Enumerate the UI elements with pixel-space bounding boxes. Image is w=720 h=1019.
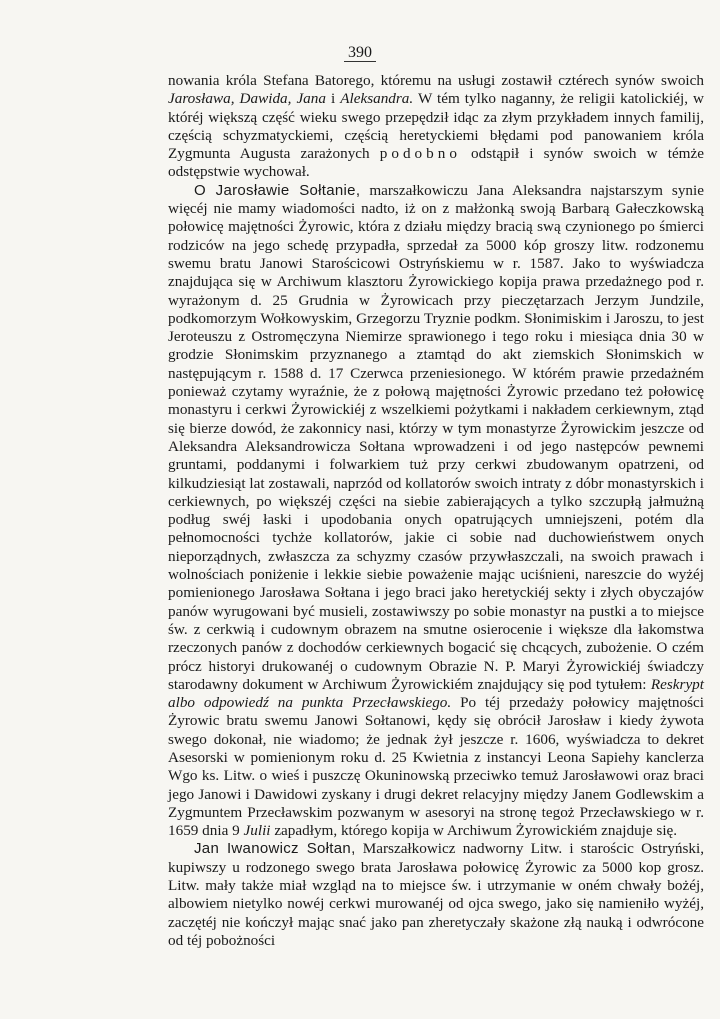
paragraph-1: nowania króla Stefana Batorego, któremu na usługi zostawił cztérech synów swoich Jarosława, Dawida, Jana i Aleksandra. W tém tylko naganny, że religii katolickiéj, w któréj większą część wieku swego przepędził idąc za złym przykładem innych familij, częścią schyzmatyckiemi, częścią heretyckiemi błędami pod panowaniem króla Zygmunta Augusta zarażonych podobno odstąpił i synów swoich w témże odstępstwie wychował. bbox=[168, 72, 704, 181]
sons-names: Jarosława, Dawida, Jana bbox=[168, 90, 326, 108]
page-number: 390 bbox=[0, 44, 720, 62]
son-name-aleksandra: Aleksandra. bbox=[340, 90, 414, 108]
section-heading-jan: Jan Iwanowicz Sołtan, bbox=[194, 840, 356, 858]
page-text bbox=[168, 72, 704, 950]
month-julii: Julii bbox=[243, 822, 271, 840]
section-heading-jaroslaw: O Jarosławie Sołtanie, bbox=[194, 181, 361, 199]
paragraph-3: Jan Iwanowicz Sołtan, Marszałkowicz nadworny Litw. i starościc Ostryński, kupiwszy u rodzonego swego brata Jarosława połowicę Żyrowic za 5000 kop grosz. Litw. mały także miał wzgląd na to miejsce św. i utrzymanie w oném chwały bożéj, albowiem nietylko nowéj cerkwi murowanéj od ojca swego, jako się namieniło wyżéj, zaczętéj nie kończył mając snać jako pan zheretyczały skażone złą nauką i odwrócone od téj pobożności bbox=[168, 840, 704, 949]
paragraph-2: O Jarosławie Sołtanie, marszałkowiczu Jana Aleksandra najstarszym synie więcéj nie mamy wiadomości nadto, iż on z małżonką swoją Barbarą Gałeczkowską połowicę majętności Żyrowic, która z działu między bracią swą czynionego po śmierci rodziców na jego schedę przypadła, sprzedał za 5000 kóp groszy litw. rodzonemu swemu bratu Janowi Starościcowi Ostryńskiemu w r. 1587. Jako to wyświadcza znajdująca się w Archiwum klasztoru Żyrowickiego kopija prawa przedażnego pod r. wyrażonym d. 25 Grudnia w Żyrowicach przy pieczętarzach Jerzym Jundzile, podkomorzym Wołkowyskim, Grzegorzu Tryznie podkm. Słonimiskim i Jaroszu, to jest Jeroteuszu z Ostromęczyna Niemirze sprawionego i tego roku i miesiąca dnia 30 w grodzie Słonimskim przyznanego a ztamtąd do akt ziemskich Słonimskich w następującym r. 1588 d. 17 Czerwca przeniesionego. W którém prawie przedażném ponieważ czytamy wyraźnie, że z połową majętności Żyrowic przedano też połowicę monastyru i cerkwi Żyrowickiéj z wszelkiemi pożytkami i nakładem cerkiewnym, ztąd się bierze dowód, że zakonnicy nasi, którzy w tym monastyrze Żyrowickim jeszcze od Aleksandra Aleksandrowicza Sołtana wprowadzeni i od jego następców pewnemi gruntami, poddanymi i folwarkiem tuż przy cerkwi zbudowanym opatrzeni, od kilkudziesiąt lat zostawali, naprzód od kollatorów swoich intraty z dóbr monastyrskich i cerkiewnych, po większéj części na siebie zabierających a tylko szczupłą jałmużną podług swéj łaski i upodobania onych opatrujących umniejszeni, potém dla pełnomocności tychże kollatorów, jakie ci sobie nad duchowieństwem onych nieporządnych, zwłaszcza za schyzmy czasów przywłaszczali, na swoich prawach i wolnościach poniżenie i lekkie siebie poważenie mając uciśnieni, nareszcie do wyżéj pomienionego Jarosława Sołtana i jego braci jako heretyckiéj sekty i złych obyczajów panów wyrugowani być musieli, zostawiwszy po sobie monastyr na pustki a to miejsce św. z cerkwią i cudownym obrazem na smutne osierocenie i większe dla łakomstwa rzeczonych panów z dochodów cerkiewnych bogacić się chcących, zubożenie. O czém prócz historyi drukowanéj o cudownym Obrazie N. P. Maryi Żyrowickiéj świadczy starodawny dokument w Archiwum Żyrowickiém znajdujący się pod tytułem: Reskrypt albo odpowiedź na punkta Przecławskiego. Po téj przedaży połowicy majętności Żyrowic bratu swemu Janowi Sołtanowi, kędy się obrócił Jarosław i kiedy żywota swego dokonał, nie wiadomo; że jednak żył jeszcze r. 1606, wyświadcza to dekret Asesorski w pomienionym roku d. 25 Kwietnia z instancyi Leona Sapiehy kanclerza Wgo ks. Litw. o wieś i puszczę Okuninowską przeciwko temuż Jarosławowi oraz braci jego Janowi i Dawidowi zyskany i drugi dekret relacyjny między Janem Godlewskim a Zygmuntem Przecławskim pozwanym w asesoryi na stronę tegoż Przecławskiego w r. 1659 dnia 9 Julii zapadłym, którego kopija w Archiwum Żyrowickiém znajduje się. bbox=[168, 181, 704, 840]
spaced-word: podobno bbox=[379, 145, 461, 163]
document-title: Reskrypt albo odpowiedź na punkta Przecławskiego. bbox=[168, 675, 704, 712]
